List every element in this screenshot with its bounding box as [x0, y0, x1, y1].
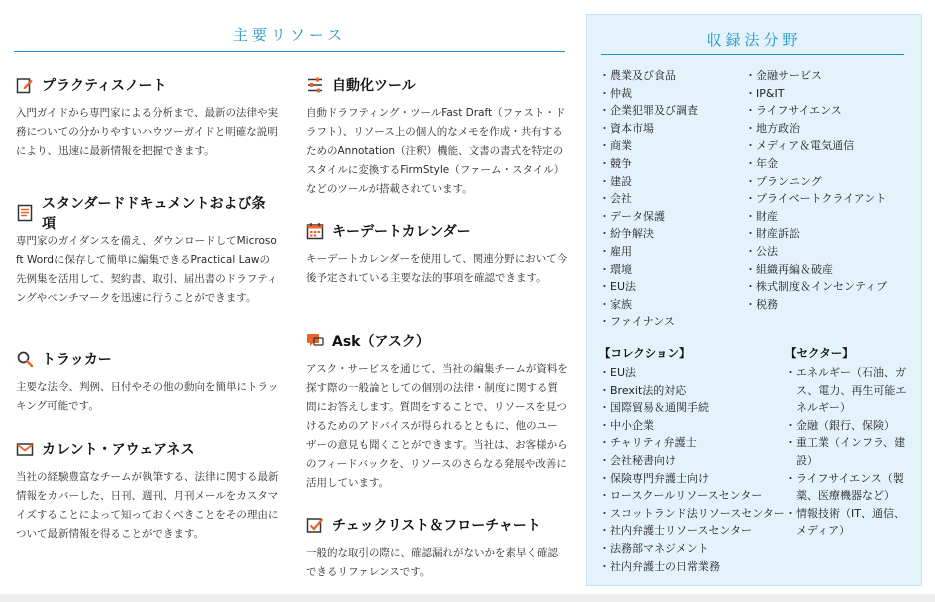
- document-icon: [16, 204, 34, 222]
- list-item: ・ 会社秘書向け: [599, 452, 789, 470]
- list-item: ・ 財産訴訟: [745, 225, 915, 243]
- sliders-icon: [306, 76, 324, 94]
- list-item: ・ 社内弁護士の日常業務: [599, 558, 789, 576]
- feature-title: プラクティスノート: [42, 78, 167, 94]
- bottom-bar: [0, 594, 935, 602]
- list-item: ・ エネルギー（石油、ガス、電力、再生可能エネルギー）: [785, 364, 909, 417]
- list-item: ・ 年金: [745, 155, 915, 173]
- feature-description: 主要な法令、判例、日付やその他の動向を簡単にトラッキング可能です。: [16, 381, 279, 412]
- list-item: ・ 公法: [745, 243, 915, 261]
- list-item: ・ 金融（銀行、保険）: [785, 417, 909, 435]
- feature-title: スタンダードドキュメントおよび条項: [42, 196, 266, 232]
- feature-checklists-flowcharts: [306, 514, 568, 582]
- sectors-list: [785, 364, 909, 540]
- list-item: ・ 株式制度＆インセンティブ: [745, 278, 915, 296]
- list-item: ・ Brexit法的対応: [599, 382, 789, 400]
- feature-current-awareness: [16, 438, 279, 544]
- envelope-icon: [16, 440, 34, 458]
- list-item: ・ EU法: [599, 364, 789, 382]
- feature-description: キーデートカレンダーを使用して、関連分野において今後予定されている主要な法的事項を確認できます。: [306, 253, 568, 284]
- list-item: ・ 中小企業: [599, 417, 789, 435]
- list-item: ・ データ保護: [599, 208, 749, 226]
- list-item: ・ 社内弁護士リソースセンター: [599, 522, 789, 540]
- list-item: ・ チャリティ弁護士: [599, 434, 789, 452]
- practice-areas-panel: [586, 14, 922, 586]
- list-item: ・ 会社: [599, 190, 749, 208]
- list-item: ・ 税務: [745, 296, 915, 314]
- list-item: ・ 企業犯罪及び調査: [599, 102, 749, 120]
- list-item: ・ EU法: [599, 278, 749, 296]
- feature-title: 自動化ツール: [332, 78, 416, 94]
- list-item: ・ 雇用: [599, 243, 749, 261]
- list-item: ・ 環境: [599, 261, 749, 279]
- feature-description: 専門家のガイダンスを備え、ダウンロードしてMicrosoft Wordに保存して簡単に編集できるPractical Lawの先例集を活用して、契約書、取引、届出書のドラフティングやベンチマークを迅速に行うことができます。: [16, 235, 278, 304]
- calendar-icon: [306, 222, 324, 240]
- list-item: ・ 紛争解決: [599, 225, 749, 243]
- checkbox-icon: [306, 516, 324, 534]
- list-item: ・ 競争: [599, 155, 749, 173]
- list-item: ・ 重工業（インフラ、建設）: [785, 434, 909, 469]
- list-item: ・ 金融サービス: [745, 67, 915, 85]
- list-item: ・ 情報技術（IT、通信、メディア）: [785, 505, 909, 540]
- feature-key-date-calendar: [306, 220, 568, 288]
- list-item: ・ スコットランド法リソースセンター: [599, 505, 789, 523]
- feature-description: 一般的な取引の際に、確認漏れがないかを素早く確認できるリファレンスです。: [306, 547, 558, 578]
- collections-list: [599, 364, 789, 575]
- list-item: ・ ライフサイエンス（製薬、医療機器など）: [785, 470, 909, 505]
- feature-automation-tools: [306, 74, 568, 199]
- list-item: ・ 商業: [599, 137, 749, 155]
- feature-trackers: [16, 348, 279, 416]
- feature-description: 自動ドラフティング・ツールFast Draft（ファスト・ドラフト）、リソース上の個人的なメモを作成・共有するためのAnnotation（注釈）機能、文書の書式を特定のスタイルに変換するFirmStyle（ファーム・スタイル）などのツールが搭載されています。: [306, 107, 566, 195]
- magnifier-icon: [16, 350, 34, 368]
- list-item: ・ 財産: [745, 208, 915, 226]
- list-item: ・ プランニング: [745, 173, 915, 191]
- list-item: ・ IP&IT: [745, 85, 915, 103]
- pencil-note-icon: [16, 76, 34, 94]
- list-item: ・ ロースクールリソースセンター: [599, 487, 789, 505]
- practice-areas-list-col2: [745, 67, 915, 313]
- list-item: ・ 資本市場: [599, 120, 749, 138]
- feature-title: トラッカー: [42, 352, 112, 368]
- list-item: ・ ライフサイエンス: [745, 102, 915, 120]
- list-item: ・ ファイナンス: [599, 313, 749, 331]
- feature-standard-documents: [16, 196, 279, 308]
- feature-practice-notes: [16, 74, 279, 161]
- feature-description: 当社の経験豊富なチームが執筆する、法律に関する最新情報をカバーした、日刊、週刊、月刊メールをカスタマイズすることによって知っておくべきことをその理由について最新情報を得ることができます。: [16, 471, 279, 540]
- list-item: ・ 地方政治: [745, 120, 915, 138]
- list-item: ・ プライベートクライアント: [745, 190, 915, 208]
- feature-description: 入門ガイドから専門家による分析まで、最新の法律や実務についての分かりやすいハウツーガイドと明確な説明により、迅速に最新情報を把握できます。: [16, 107, 278, 157]
- feature-title: Ask（アスク）: [332, 334, 430, 350]
- list-item: ・ 保険専門弁護士向け: [599, 470, 789, 488]
- feature-title: チェックリスト＆フローチャート: [332, 518, 541, 534]
- list-item: ・ 家族: [599, 296, 749, 314]
- sectors-heading: 【セクター】: [785, 346, 854, 360]
- collections-heading: 【コレクション】: [599, 346, 691, 360]
- list-item: ・ 農業及び食品: [599, 67, 749, 85]
- list-item: ・ 建設: [599, 173, 749, 191]
- main-heading-rule: [14, 51, 565, 52]
- list-item: ・ 国際貿易＆通関手続: [599, 399, 789, 417]
- list-item: ・ 法務部マネジメント: [599, 540, 789, 558]
- list-item: ・ メディア＆電気通信: [745, 137, 915, 155]
- practice-areas-list-col1: [599, 67, 749, 331]
- main-resources-heading: 主要リソース: [232, 26, 347, 44]
- panel-title: 収録法分野: [706, 31, 802, 49]
- feature-description: アスク・サービスを通じて、当社の編集チームが資料を探す際の一般論としての個別の法律・制度に関する質問にお答えします。質問をすることで、リソースを見つけるためのアドバイスが得られるとともに、他のユーザーの意見も聞くことができます。当社は、お客様からのフィードバックを、リソースのさらなる発展や改善に活用しています。: [306, 363, 568, 489]
- panel-title-rule: [601, 54, 904, 55]
- list-item: ・ 組織再編＆破産: [745, 261, 915, 279]
- feature-title: カレント・アウェアネス: [42, 442, 195, 458]
- chat-bubble-icon: [306, 332, 324, 350]
- list-item: ・ 仲裁: [599, 85, 749, 103]
- feature-ask: [306, 330, 568, 493]
- feature-title: キーデートカレンダー: [332, 224, 471, 240]
